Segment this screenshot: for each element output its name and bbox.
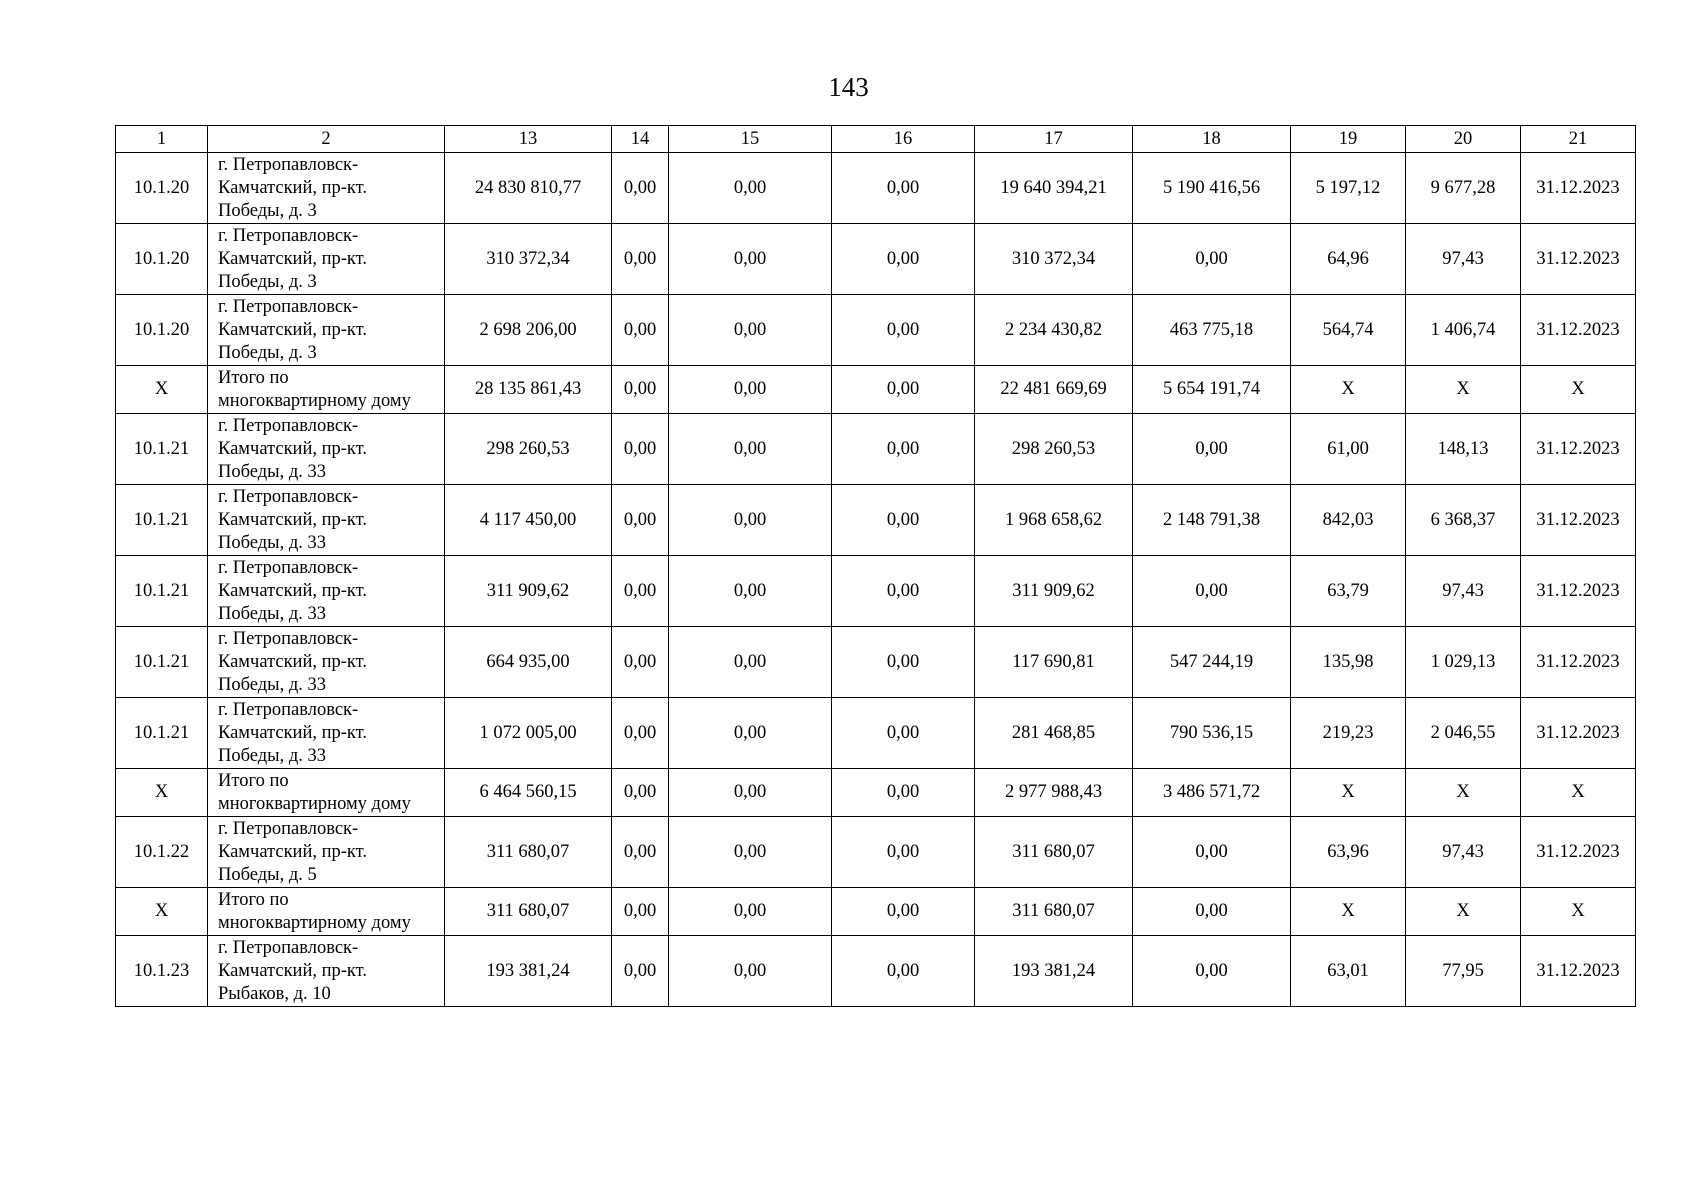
address-line: Победы, д. 33 bbox=[218, 603, 327, 624]
table-row bbox=[116, 817, 1636, 888]
cell-c17: 311 680,07 bbox=[975, 817, 1133, 888]
address-line: Победы, д. 33 bbox=[218, 532, 327, 553]
cell-c16: 0,00 bbox=[832, 414, 975, 485]
address-line: г. Петропавловск- bbox=[218, 415, 359, 436]
cell-c1: X bbox=[116, 769, 208, 817]
cell-c17: 117 690,81 bbox=[975, 627, 1133, 698]
address-cell bbox=[208, 295, 445, 366]
address-line: г. Петропавловск- bbox=[218, 557, 359, 578]
address-cell bbox=[208, 936, 445, 1007]
cell-c13: 311 680,07 bbox=[445, 888, 612, 936]
cell-c13: 4 117 450,00 bbox=[445, 485, 612, 556]
cell-c15: 0,00 bbox=[669, 224, 832, 295]
cell-c16: 0,00 bbox=[832, 769, 975, 817]
cell-c19: 63,01 bbox=[1291, 936, 1406, 1007]
cell-c16: 0,00 bbox=[832, 556, 975, 627]
column-header: 18 bbox=[1133, 126, 1291, 153]
address-line: Рыбаков, д. 10 bbox=[218, 983, 331, 1004]
address-line: Камчатский, пр-кт. bbox=[218, 438, 367, 459]
cell-c13: 310 372,34 bbox=[445, 224, 612, 295]
cell-c17: 193 381,24 bbox=[975, 936, 1133, 1007]
cell-c1: 10.1.20 bbox=[116, 224, 208, 295]
cell-c16: 0,00 bbox=[832, 485, 975, 556]
cell-c19: 63,79 bbox=[1291, 556, 1406, 627]
column-header: 21 bbox=[1521, 126, 1636, 153]
cell-c18: 3 486 571,72 bbox=[1133, 769, 1291, 817]
address-line: Победы, д. 5 bbox=[218, 864, 317, 885]
cell-c14: 0,00 bbox=[612, 366, 669, 414]
address-line: г. Петропавловск- bbox=[218, 818, 359, 839]
cell-c1: 10.1.20 bbox=[116, 153, 208, 224]
address-line: г. Петропавловск- bbox=[218, 486, 359, 507]
table-row bbox=[116, 224, 1636, 295]
address-line: Камчатский, пр-кт. bbox=[218, 319, 367, 340]
cell-c20: X bbox=[1406, 888, 1521, 936]
cell-c18: 0,00 bbox=[1133, 556, 1291, 627]
table-row bbox=[116, 698, 1636, 769]
cell-c20: 6 368,37 bbox=[1406, 485, 1521, 556]
table-row bbox=[116, 414, 1636, 485]
cell-c1: 10.1.21 bbox=[116, 414, 208, 485]
cell-c18: 463 775,18 bbox=[1133, 295, 1291, 366]
cell-c17: 1 968 658,62 bbox=[975, 485, 1133, 556]
address-line: Камчатский, пр-кт. bbox=[218, 248, 367, 269]
cell-c17: 298 260,53 bbox=[975, 414, 1133, 485]
cell-c19: 63,96 bbox=[1291, 817, 1406, 888]
cell-c1: 10.1.21 bbox=[116, 556, 208, 627]
cell-c13: 6 464 560,15 bbox=[445, 769, 612, 817]
address-line: Камчатский, пр-кт. bbox=[218, 509, 367, 530]
cell-c19: 5 197,12 bbox=[1291, 153, 1406, 224]
cell-c17: 310 372,34 bbox=[975, 224, 1133, 295]
column-header: 13 bbox=[445, 126, 612, 153]
address-line: Камчатский, пр-кт. bbox=[218, 841, 367, 862]
cell-c18: 0,00 bbox=[1133, 936, 1291, 1007]
cell-c15: 0,00 bbox=[669, 366, 832, 414]
column-header: 15 bbox=[669, 126, 832, 153]
address-line: Камчатский, пр-кт. bbox=[218, 722, 367, 743]
cell-c14: 0,00 bbox=[612, 414, 669, 485]
cell-c21: 31.12.2023 bbox=[1521, 414, 1636, 485]
cell-c16: 0,00 bbox=[832, 936, 975, 1007]
cell-c21: X bbox=[1521, 366, 1636, 414]
address-cell bbox=[208, 366, 445, 414]
cell-c16: 0,00 bbox=[832, 224, 975, 295]
table-row bbox=[116, 295, 1636, 366]
column-header: 20 bbox=[1406, 126, 1521, 153]
cell-c20: 2 046,55 bbox=[1406, 698, 1521, 769]
cell-c14: 0,00 bbox=[612, 888, 669, 936]
cell-c19: X bbox=[1291, 769, 1406, 817]
cell-c19: X bbox=[1291, 366, 1406, 414]
address-line: г. Петропавловск- bbox=[218, 937, 359, 958]
address-line: г. Петропавловск- bbox=[218, 699, 359, 720]
total-row bbox=[116, 366, 1636, 414]
cell-c1: 10.1.23 bbox=[116, 936, 208, 1007]
cell-c18: 0,00 bbox=[1133, 414, 1291, 485]
cell-c15: 0,00 bbox=[669, 153, 832, 224]
cell-c1: X bbox=[116, 366, 208, 414]
address-line: Победы, д. 3 bbox=[218, 200, 317, 221]
cell-c13: 1 072 005,00 bbox=[445, 698, 612, 769]
cell-c19: 135,98 bbox=[1291, 627, 1406, 698]
cell-c15: 0,00 bbox=[669, 485, 832, 556]
cell-c16: 0,00 bbox=[832, 817, 975, 888]
address-line: Победы, д. 33 bbox=[218, 745, 327, 766]
cell-c16: 0,00 bbox=[832, 888, 975, 936]
cell-c21: 31.12.2023 bbox=[1521, 485, 1636, 556]
cell-c1: 10.1.21 bbox=[116, 698, 208, 769]
cell-c13: 24 830 810,77 bbox=[445, 153, 612, 224]
cell-c21: X bbox=[1521, 888, 1636, 936]
cell-c16: 0,00 bbox=[832, 698, 975, 769]
cell-c14: 0,00 bbox=[612, 698, 669, 769]
address-line: г. Петропавловск- bbox=[218, 225, 359, 246]
cell-c13: 298 260,53 bbox=[445, 414, 612, 485]
cell-c21: 31.12.2023 bbox=[1521, 153, 1636, 224]
address-cell bbox=[208, 485, 445, 556]
cell-c13: 193 381,24 bbox=[445, 936, 612, 1007]
cell-c18: 2 148 791,38 bbox=[1133, 485, 1291, 556]
column-header: 1 bbox=[116, 126, 208, 153]
address-line: Победы, д. 3 bbox=[218, 342, 317, 363]
cell-c15: 0,00 bbox=[669, 556, 832, 627]
data-table bbox=[115, 125, 1636, 1007]
table-row bbox=[116, 556, 1636, 627]
cell-c16: 0,00 bbox=[832, 366, 975, 414]
cell-c18: 790 536,15 bbox=[1133, 698, 1291, 769]
address-line: Камчатский, пр-кт. bbox=[218, 960, 367, 981]
cell-c13: 2 698 206,00 bbox=[445, 295, 612, 366]
address-cell bbox=[208, 556, 445, 627]
total-row bbox=[116, 888, 1636, 936]
cell-c17: 2 234 430,82 bbox=[975, 295, 1133, 366]
cell-c21: 31.12.2023 bbox=[1521, 817, 1636, 888]
cell-c16: 0,00 bbox=[832, 153, 975, 224]
cell-c15: 0,00 bbox=[669, 698, 832, 769]
cell-c1: 10.1.21 bbox=[116, 485, 208, 556]
address-line: Победы, д. 33 bbox=[218, 461, 327, 482]
cell-c19: 61,00 bbox=[1291, 414, 1406, 485]
cell-c21: 31.12.2023 bbox=[1521, 936, 1636, 1007]
address-cell bbox=[208, 698, 445, 769]
cell-c21: 31.12.2023 bbox=[1521, 224, 1636, 295]
cell-c18: 5 654 191,74 bbox=[1133, 366, 1291, 414]
cell-c20: 9 677,28 bbox=[1406, 153, 1521, 224]
cell-c15: 0,00 bbox=[669, 295, 832, 366]
cell-c17: 19 640 394,21 bbox=[975, 153, 1133, 224]
table-row bbox=[116, 485, 1636, 556]
table-row bbox=[116, 153, 1636, 224]
address-cell bbox=[208, 414, 445, 485]
cell-c13: 311 909,62 bbox=[445, 556, 612, 627]
cell-c14: 0,00 bbox=[612, 295, 669, 366]
cell-c20: 97,43 bbox=[1406, 817, 1521, 888]
cell-c15: 0,00 bbox=[669, 414, 832, 485]
cell-c15: 0,00 bbox=[669, 888, 832, 936]
page-number: 143 bbox=[828, 72, 869, 102]
cell-c17: 22 481 669,69 bbox=[975, 366, 1133, 414]
cell-c15: 0,00 bbox=[669, 936, 832, 1007]
cell-c20: 1 406,74 bbox=[1406, 295, 1521, 366]
cell-c19: 842,03 bbox=[1291, 485, 1406, 556]
cell-c20: 97,43 bbox=[1406, 556, 1521, 627]
table-row bbox=[116, 936, 1636, 1007]
table-row bbox=[116, 627, 1636, 698]
address-cell bbox=[208, 769, 445, 817]
address-line: Победы, д. 3 bbox=[218, 271, 317, 292]
cell-c16: 0,00 bbox=[832, 627, 975, 698]
cell-c14: 0,00 bbox=[612, 817, 669, 888]
cell-c1: 10.1.21 bbox=[116, 627, 208, 698]
cell-c1: X bbox=[116, 888, 208, 936]
cell-c20: X bbox=[1406, 366, 1521, 414]
cell-c18: 0,00 bbox=[1133, 817, 1291, 888]
address-cell bbox=[208, 153, 445, 224]
address-line: Победы, д. 33 bbox=[218, 674, 327, 695]
cell-c14: 0,00 bbox=[612, 485, 669, 556]
cell-c17: 2 977 988,43 bbox=[975, 769, 1133, 817]
column-header: 2 bbox=[208, 126, 445, 153]
address-line: г. Петропавловск- bbox=[218, 154, 359, 175]
address-line: многоквартирному дому bbox=[218, 390, 411, 411]
cell-c18: 0,00 bbox=[1133, 888, 1291, 936]
cell-c14: 0,00 bbox=[612, 769, 669, 817]
cell-c14: 0,00 bbox=[612, 224, 669, 295]
column-header: 17 bbox=[975, 126, 1133, 153]
address-line: Итого по bbox=[218, 770, 289, 791]
address-line: г. Петропавловск- bbox=[218, 296, 359, 317]
cell-c21: 31.12.2023 bbox=[1521, 556, 1636, 627]
cell-c13: 664 935,00 bbox=[445, 627, 612, 698]
cell-c13: 311 680,07 bbox=[445, 817, 612, 888]
address-cell bbox=[208, 627, 445, 698]
cell-c20: 77,95 bbox=[1406, 936, 1521, 1007]
address-line: Камчатский, пр-кт. bbox=[218, 177, 367, 198]
cell-c14: 0,00 bbox=[612, 936, 669, 1007]
cell-c20: 97,43 bbox=[1406, 224, 1521, 295]
column-header: 14 bbox=[612, 126, 669, 153]
address-line: Итого по bbox=[218, 889, 289, 910]
cell-c20: 1 029,13 bbox=[1406, 627, 1521, 698]
cell-c17: 311 909,62 bbox=[975, 556, 1133, 627]
cell-c21: 31.12.2023 bbox=[1521, 295, 1636, 366]
cell-c15: 0,00 bbox=[669, 627, 832, 698]
cell-c16: 0,00 bbox=[832, 295, 975, 366]
address-line: Камчатский, пр-кт. bbox=[218, 580, 367, 601]
cell-c14: 0,00 bbox=[612, 627, 669, 698]
cell-c14: 0,00 bbox=[612, 153, 669, 224]
address-cell bbox=[208, 888, 445, 936]
cell-c14: 0,00 bbox=[612, 556, 669, 627]
cell-c17: 311 680,07 bbox=[975, 888, 1133, 936]
cell-c19: X bbox=[1291, 888, 1406, 936]
cell-c18: 547 244,19 bbox=[1133, 627, 1291, 698]
cell-c15: 0,00 bbox=[669, 769, 832, 817]
cell-c19: 219,23 bbox=[1291, 698, 1406, 769]
cell-c15: 0,00 bbox=[669, 817, 832, 888]
address-line: Камчатский, пр-кт. bbox=[218, 651, 367, 672]
address-line: многоквартирному дому bbox=[218, 793, 411, 814]
table-body bbox=[116, 126, 1636, 1007]
cell-c17: 281 468,85 bbox=[975, 698, 1133, 769]
cell-c18: 0,00 bbox=[1133, 224, 1291, 295]
cell-c21: 31.12.2023 bbox=[1521, 627, 1636, 698]
address-line: многоквартирному дому bbox=[218, 912, 411, 933]
header-row bbox=[116, 126, 1636, 153]
address-line: г. Петропавловск- bbox=[218, 628, 359, 649]
total-row bbox=[116, 769, 1636, 817]
cell-c19: 64,96 bbox=[1291, 224, 1406, 295]
cell-c20: X bbox=[1406, 769, 1521, 817]
cell-c13: 28 135 861,43 bbox=[445, 366, 612, 414]
cell-c1: 10.1.22 bbox=[116, 817, 208, 888]
column-header: 19 bbox=[1291, 126, 1406, 153]
column-header: 16 bbox=[832, 126, 975, 153]
cell-c1: 10.1.20 bbox=[116, 295, 208, 366]
cell-c19: 564,74 bbox=[1291, 295, 1406, 366]
address-cell bbox=[208, 817, 445, 888]
cell-c21: 31.12.2023 bbox=[1521, 698, 1636, 769]
address-line: Итого по bbox=[218, 367, 289, 388]
cell-c18: 5 190 416,56 bbox=[1133, 153, 1291, 224]
cell-c21: X bbox=[1521, 769, 1636, 817]
address-cell bbox=[208, 224, 445, 295]
cell-c20: 148,13 bbox=[1406, 414, 1521, 485]
